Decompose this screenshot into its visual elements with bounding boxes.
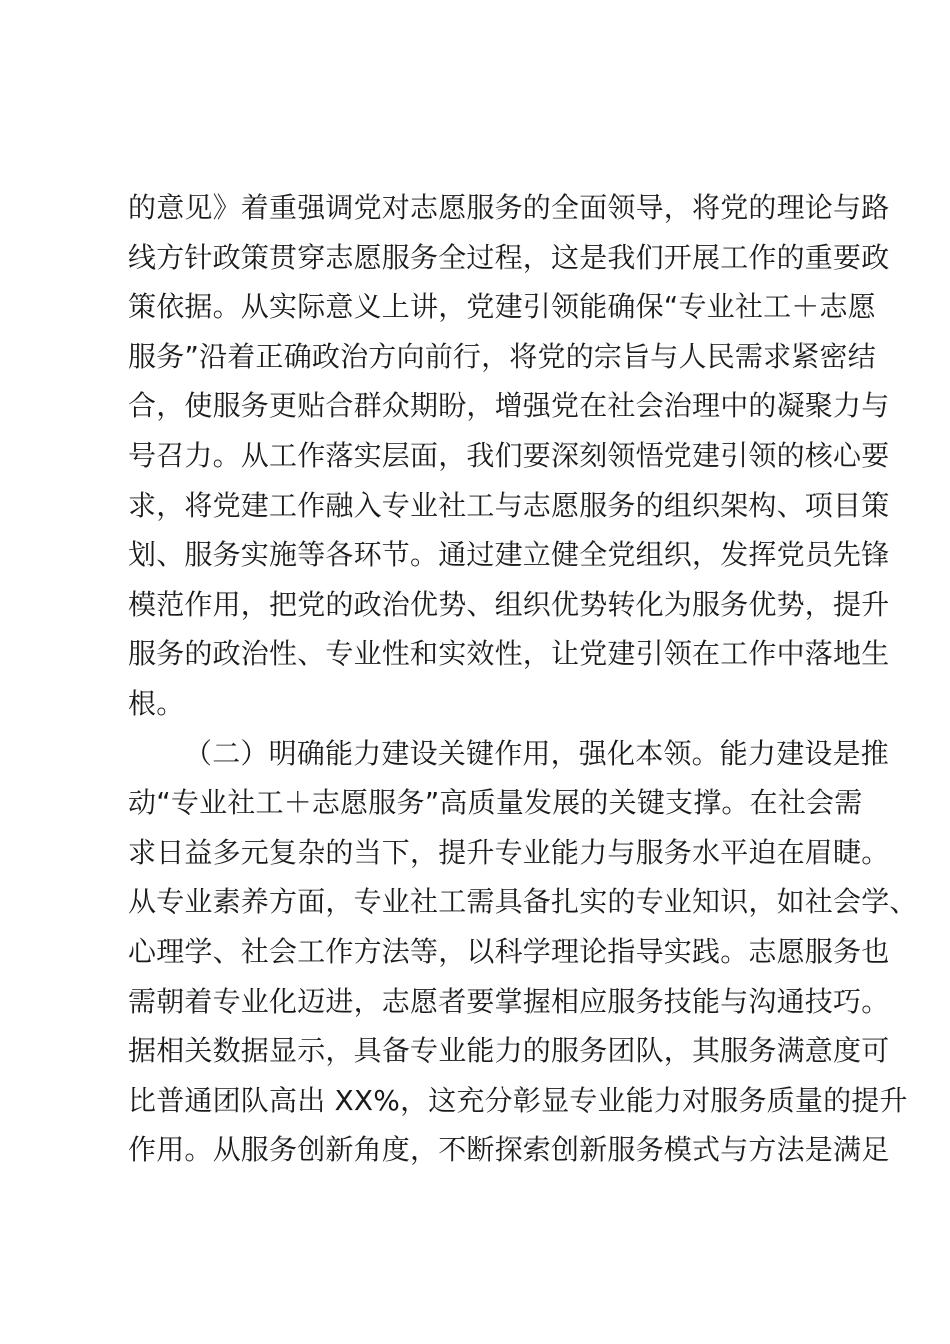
text-line: 作用。从服务创新角度，不断探索创新服务模式与方法是满足: [128, 1133, 890, 1167]
text-line: 策依据。从实际意义上讲，党建引领能确保“专业社工＋志愿: [128, 290, 876, 324]
text-line: 心理学、社会工作方法等，以科学理论指导实践。志愿服务也: [128, 934, 890, 968]
text-line: 求，将党建工作融入专业社工与志愿服务的组织架构、项目策: [128, 488, 890, 522]
section-heading-line: （二）明确能力建设关键作用，强化本领。能力建设是推: [184, 736, 890, 770]
text-line: 模范作用，把党的政治优势、组织优势转化为服务优势，提升: [128, 587, 890, 621]
text-line: 的意见》着重强调党对志愿服务的全面领导，将党的理论与路: [128, 191, 890, 224]
text-line: 服务”沿着正确政治方向前行，将党的宗旨与人民需求紧密结: [128, 339, 876, 373]
text-line: 据相关数据显示，具备专业能力的服务团队，其服务满意度可: [128, 1034, 890, 1068]
text-line: 从专业素养方面，专业社工需具备扎实的专业知识，如社会学、: [128, 885, 918, 919]
text-line: 根。: [128, 686, 185, 720]
text-line: 号召力。从工作落实层面，我们要深刻领悟党建引领的核心要: [128, 438, 890, 472]
text-line: 线方针政策贯穿志愿服务全过程，这是我们开展工作的重要政: [128, 240, 890, 274]
text-line: 划、服务实施等各环节。通过建立健全党组织，发挥党员先锋: [128, 538, 890, 572]
text-line: 需朝着专业化迈进，志愿者要掌握相应服务技能与沟通技巧。: [128, 984, 890, 1018]
text-line: 比普通团队高出 XX%，这充分彰显专业能力对服务质量的提升: [128, 1083, 908, 1117]
text-line: 动“专业社工＋志愿服务”高质量发展的关键支撑。在社会需: [128, 786, 863, 820]
text-line: 求日益多元复杂的当下，提升专业能力与服务水平迫在眉睫。: [128, 835, 890, 869]
body-text: [128, 183, 918, 1175]
text-line: 合，使服务更贴合群众期盼，增强党在社会治理中的凝聚力与: [128, 389, 890, 423]
text-line: 服务的政治性、专业性和实效性，让党建引领在工作中落地生: [128, 637, 890, 671]
